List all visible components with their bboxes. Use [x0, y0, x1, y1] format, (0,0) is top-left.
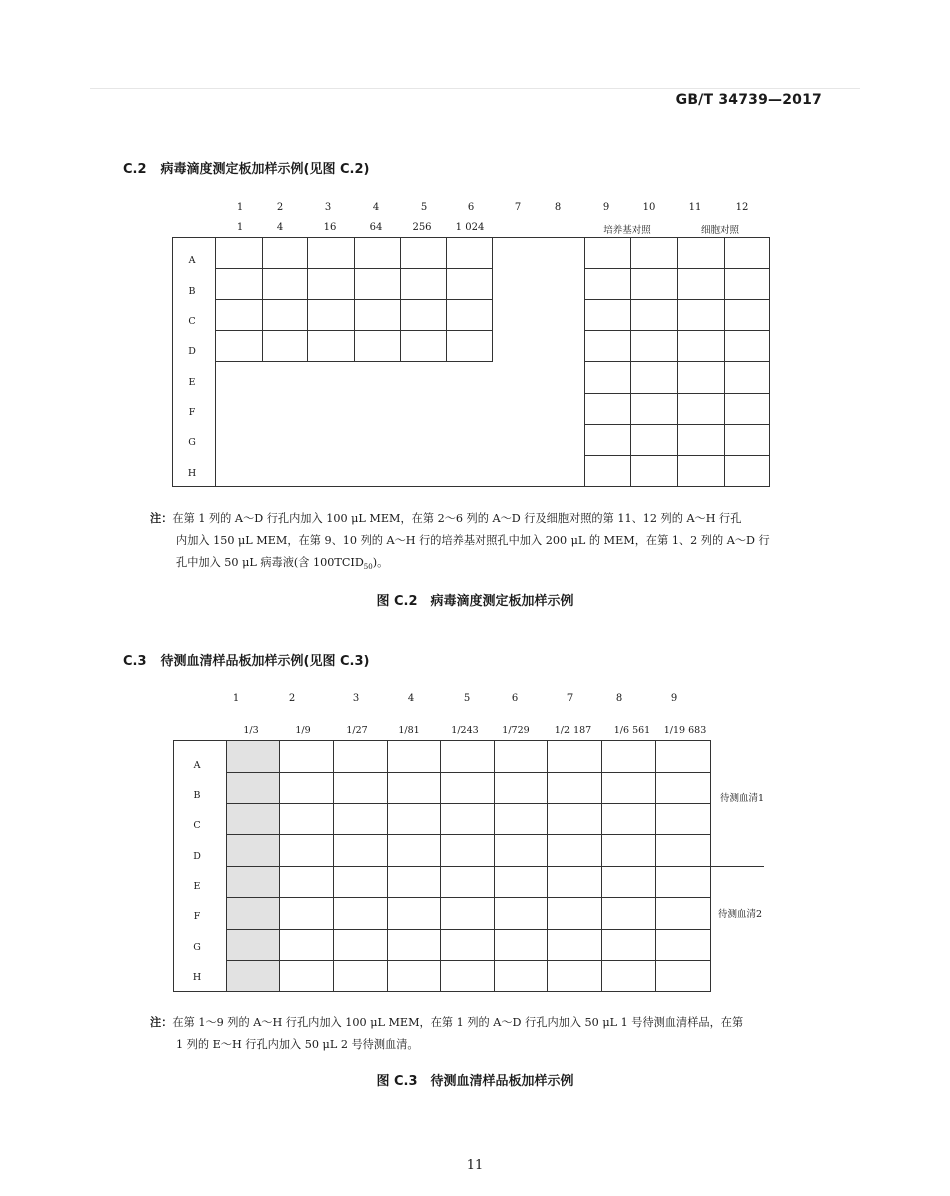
- c3-row-label: H: [192, 972, 202, 983]
- c2-cell-control-label: 细胞对照: [700, 225, 739, 236]
- c3-dilution-label: 1/81: [398, 725, 420, 736]
- c2-dilution-label: 4: [276, 222, 284, 233]
- c3-dilution-label: 1/2 187: [554, 725, 592, 736]
- c3-col-number: 6: [511, 693, 519, 704]
- c3-row-label: E: [193, 881, 201, 892]
- c2-row-label: D: [188, 346, 196, 357]
- c3-col-number: 7: [566, 693, 574, 704]
- c3-dilution-label: 1/3: [243, 725, 259, 736]
- c3-row-label: D: [193, 851, 201, 862]
- page-number: 11: [466, 1158, 484, 1173]
- standard-number: GB/T 34739—2017: [675, 92, 822, 108]
- c2-col-number: 5: [420, 202, 428, 213]
- c3-col-number: 8: [615, 693, 623, 704]
- c2-dilution-label: 16: [323, 222, 337, 233]
- c2-row-label: G: [188, 437, 196, 448]
- c2-note-line: 内加入 150 μL MEM，在第 9、10 列的 A～H 行的培养基对照孔中加入 200 μL 的 MEM，在第 1、2 列的 A～D 行: [176, 534, 770, 547]
- c3-row-label: C: [193, 820, 201, 831]
- c3-row-label: A: [193, 760, 201, 771]
- c3-row-label: G: [193, 942, 201, 953]
- c2-dilution-label: 1 024: [455, 222, 485, 233]
- section-c3-title: 待测血清样品板加样示例(见图 C.3): [160, 654, 370, 669]
- c3-col-number: 4: [407, 693, 415, 704]
- c2-row-label: F: [188, 407, 196, 418]
- c2-row-label: H: [187, 468, 197, 479]
- c2-col-number: 10: [642, 202, 656, 213]
- c3-serum1-label: 待测血清1: [720, 793, 765, 804]
- c2-col-number: 3: [324, 202, 332, 213]
- c3-dilution-label: 1/27: [346, 725, 368, 736]
- c2-row-label: A: [188, 255, 196, 266]
- c3-dilution-label: 1/6 561: [613, 725, 651, 736]
- c2-col-number: 6: [467, 202, 475, 213]
- c2-col-number: 9: [602, 202, 610, 213]
- c3-note-line: 在第 1～9 列的 A～H 行孔内加入 100 μL MEM，在第 1 列的 A～D 行孔内加入 50 μL 1 号待测血清样品，在第: [172, 1016, 744, 1029]
- c2-col-number: 11: [688, 202, 702, 213]
- c3-note: [150, 1012, 743, 1056]
- c3-serum2-label: 待测血清2: [718, 909, 763, 920]
- c3-note-label: 注：: [150, 1016, 173, 1029]
- c3-row-label: F: [193, 911, 201, 922]
- c3-dilution-label: 1/9: [295, 725, 311, 736]
- c3-dilution-label: 1/729: [502, 725, 530, 736]
- c2-note-line: 孔中加入 50 μL 病毒液(含 100TCID: [176, 556, 364, 569]
- c2-row-label: B: [188, 286, 196, 297]
- c2-note-subscript: 50: [363, 563, 373, 572]
- c2-medium-control-label: 培养基对照: [603, 225, 651, 236]
- c3-col-number: 5: [463, 693, 471, 704]
- c2-dilution-label: 1: [236, 222, 244, 233]
- c2-col-number: 2: [276, 202, 284, 213]
- c3-dilution-label: 1/19 683: [663, 725, 707, 736]
- c2-note-line: 在第 1 列的 A～D 行孔内加入 100 μL MEM，在第 2～6 列的 A～D 行及细胞对照的第 11、12 列的 A～H 行孔: [172, 512, 742, 525]
- c2-col-number: 12: [735, 202, 749, 213]
- section-c2-title: 病毒滴度测定板加样示例(见图 C.2): [160, 162, 370, 177]
- c3-note-line: 1 列的 E～H 行孔内加入 50 μL 2 号待测血清。: [176, 1038, 419, 1051]
- c3-col-number: 2: [288, 693, 296, 704]
- section-c3-number: C.3: [123, 654, 147, 669]
- c2-dilution-label: 64: [369, 222, 383, 233]
- figure-c2-caption: 图 C.2 病毒滴度测定板加样示例: [376, 594, 574, 609]
- c3-dilution-label: 1/243: [451, 725, 479, 736]
- c2-col-number: 8: [554, 202, 562, 213]
- c2-col-number: 4: [372, 202, 380, 213]
- figure-c3-caption: 图 C.3 待测血清样品板加样示例: [376, 1074, 574, 1089]
- c3-col-number: 9: [670, 693, 678, 704]
- c2-note-line: )。: [372, 556, 389, 569]
- c2-row-label: C: [188, 316, 196, 327]
- c2-dilution-label: 256: [412, 222, 432, 233]
- section-c2-number: C.2: [123, 162, 147, 177]
- c3-col-number: 3: [352, 693, 360, 704]
- c2-col-number: 1: [236, 202, 244, 213]
- c3-row-label: B: [193, 790, 201, 801]
- c3-col-number: 1: [232, 693, 240, 704]
- c2-col-number: 7: [514, 202, 522, 213]
- c2-row-label: E: [188, 377, 196, 388]
- c2-note-label: 注：: [150, 512, 173, 525]
